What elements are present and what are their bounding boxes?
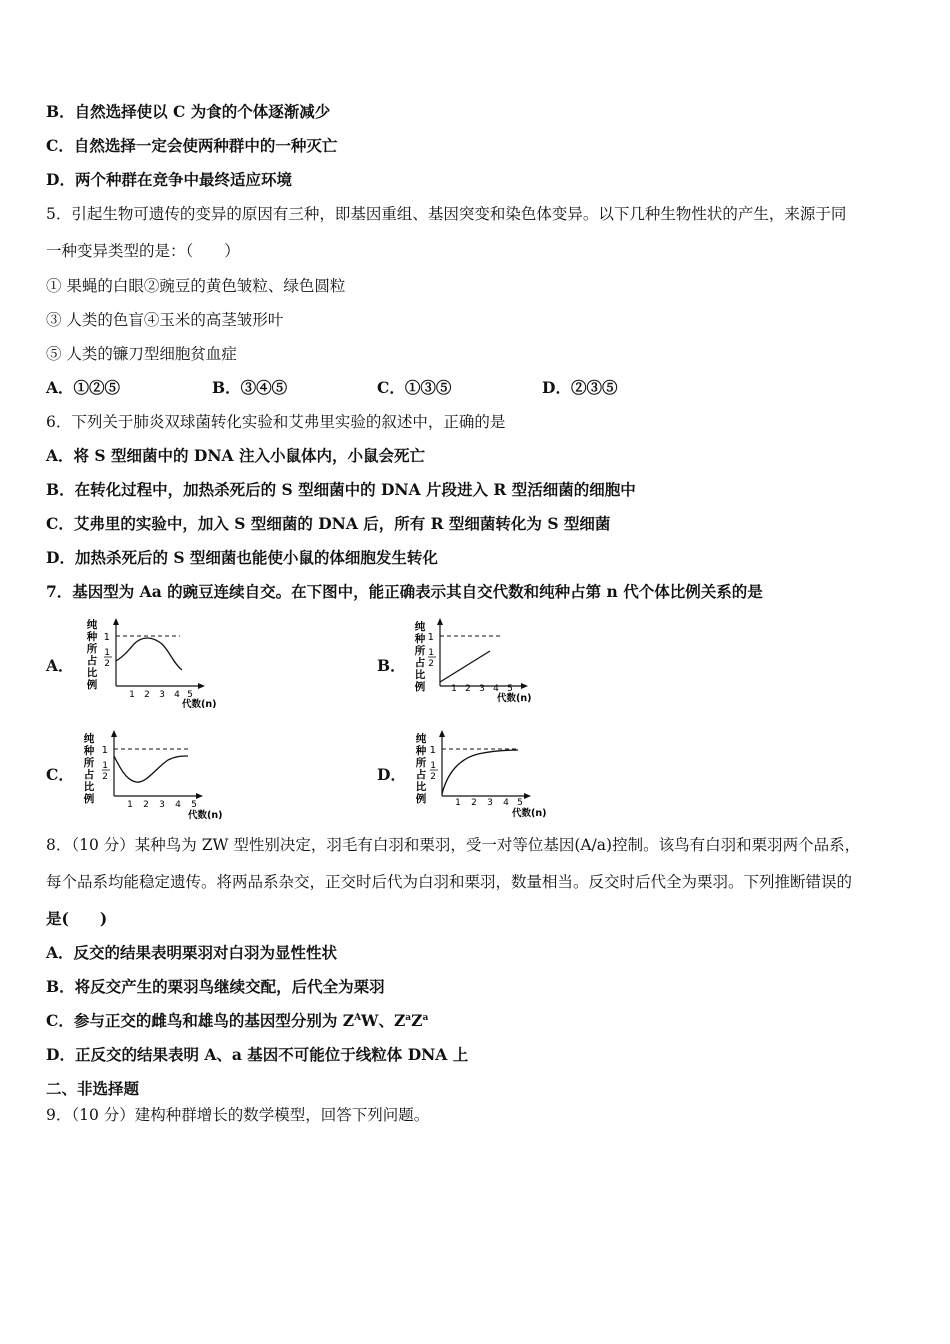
q8-stem-line1: 8．（10 分）某种鸟为 ZW 型性别决定，羽毛有白羽和栗羽，受一对等位基因(A/a)控制。该鸟有白羽和栗羽两个品系， <box>46 836 861 854</box>
q7-graph-a <box>84 616 244 708</box>
q8-option-c-text: C．参与正交的雌鸟和雄鸟的基因型分别为 Z <box>46 1011 355 1030</box>
xtick: 3 <box>479 684 485 694</box>
ylabel-char: 种 <box>86 631 98 643</box>
graph-b-ytick-1: 1 <box>427 632 434 643</box>
graph-c-x-arrow <box>196 793 203 799</box>
q7-graph-a-label: A． <box>46 656 74 675</box>
ylabel-char: 所 <box>83 757 95 769</box>
xtick: 1 <box>451 684 457 694</box>
q6-option-d: D．加热杀死后的 S 型细菌也能使小鼠的体细胞发生转化 <box>46 548 438 567</box>
q5-item-1: ① 果蝇的白眼②豌豆的黄色皱粒、绿色圆粒 <box>46 277 346 295</box>
xtick: 4 <box>493 684 499 694</box>
graph-b-x-arrow <box>521 683 528 689</box>
ylabel-char: 例 <box>414 681 426 693</box>
xtick: 4 <box>503 798 509 808</box>
ylabel-char: 纯 <box>414 621 426 633</box>
q5-stem-line1: 5．引起生物可遗传的变异的原因有三种，即基因重组、基因突变和染色体变异。以下几种生物性状的产生，来源于同 <box>46 205 847 223</box>
q8-stem-line2: 每个品系均能稳定遗传。将两品系杂交，正交时后代为白羽和栗羽，数量相当。反交时后代全为栗羽。下列推断错误的 <box>46 873 853 891</box>
ylabel-char: 纯 <box>83 733 95 745</box>
q6-option-b: B．在转化过程中，加热杀死后的 S 型细菌中的 DNA 片段进入 R 型活细菌的细胞中 <box>46 480 636 499</box>
q7-graph-c <box>80 728 240 822</box>
q6-stem: 6．下列关于肺炎双球菌转化实验和艾弗里实验的叙述中，正确的是 <box>46 413 506 431</box>
q8-option-c-sup: a <box>405 1013 412 1023</box>
xtick: 3 <box>487 798 493 808</box>
q5-item-3: ⑤ 人类的镰刀型细胞贫血症 <box>46 345 237 363</box>
xtick: 5 <box>507 684 513 694</box>
q5-item-2: ③ 人类的色盲④玉米的高茎皱形叶 <box>46 311 284 329</box>
graph-d-xlabel: 代数(n) <box>512 808 547 819</box>
graph-b-xlabel: 代数(n) <box>497 693 532 704</box>
xtick: 2 <box>143 800 149 810</box>
graph-d-ytick-1: 1 <box>429 745 436 756</box>
q5-option-c: C．①③⑤ <box>377 378 452 397</box>
graph-d-y-arrow <box>439 730 445 737</box>
q5-option-a: A．①②⑤ <box>46 378 121 397</box>
q4-option-c: C．自然选择一定会使两种群中的一种灭亡 <box>46 136 338 155</box>
q8-stem-line3: 是( ) <box>46 909 108 928</box>
q7-graph-c-label: C． <box>46 765 74 784</box>
q5-option-d: D．②③⑤ <box>542 378 618 397</box>
ylabel-char: 种 <box>414 633 426 645</box>
graph-c-ytick-1: 1 <box>101 745 108 756</box>
q9-stem: 9．（10 分）建构种群增长的数学模型，回答下列问题。 <box>46 1106 430 1124</box>
q5-options <box>46 378 906 398</box>
graph-a-ytick-half-den: 2 <box>104 659 110 669</box>
xtick: 1 <box>127 800 133 810</box>
q8-option-c <box>46 1011 428 1031</box>
graph-a-ytick-1: 1 <box>103 632 110 643</box>
ylabel-char: 种 <box>83 745 95 757</box>
q7-graph-b-label: B． <box>377 656 406 675</box>
xtick: 2 <box>144 690 150 700</box>
xtick: 2 <box>471 798 477 808</box>
graph-b-ytick-half-num: 1 <box>428 648 434 658</box>
q8-option-c-text: W、Z <box>361 1011 406 1030</box>
xtick: 3 <box>159 800 165 810</box>
ylabel-char: 比 <box>414 669 426 681</box>
ylabel-char: 例 <box>86 679 98 691</box>
graph-c-ytick-half-num: 1 <box>102 761 108 771</box>
q8-option-a: A．反交的结果表明栗羽对白羽为显性性状 <box>46 943 338 962</box>
ylabel-char: 所 <box>415 757 427 769</box>
xtick: 1 <box>129 690 135 700</box>
graph-b-ytick-half-den: 2 <box>428 659 434 669</box>
graph-d-ytick-half-num: 1 <box>430 761 436 771</box>
xtick: 4 <box>174 690 180 700</box>
q6-option-a: A．将 S 型细菌中的 DNA 注入小鼠体内，小鼠会死亡 <box>46 446 425 465</box>
xtick: 5 <box>517 798 523 808</box>
graph-b-line <box>440 651 490 682</box>
q7-stem: 7．基因型为 Aa 的豌豆连续自交。在下图中，能正确表示其自交代数和纯种占第 n 代个体比例关系的是 <box>46 582 763 601</box>
q7-graph-d-label: D． <box>377 765 406 784</box>
graph-c-xlabel: 代数(n) <box>188 810 223 821</box>
xtick: 2 <box>465 684 471 694</box>
q7-graph-b <box>407 616 567 708</box>
q4-option-b: B．自然选择使以 C 为食的个体逐渐减少 <box>46 102 331 121</box>
ylabel-char: 纯 <box>86 619 98 631</box>
xtick: 5 <box>191 800 197 810</box>
graph-d-ytick-half-den: 2 <box>430 772 436 782</box>
ylabel-char: 占 <box>415 769 427 781</box>
graph-b-y-arrow <box>437 618 443 625</box>
xtick: 1 <box>455 798 461 808</box>
graph-d-x-arrow <box>524 793 531 799</box>
ylabel-char: 种 <box>415 745 427 757</box>
xtick: 5 <box>187 690 193 700</box>
graph-a-ytick-half-num: 1 <box>104 648 110 658</box>
graph-c-curve <box>114 756 188 782</box>
graph-a-y-arrow <box>113 618 119 625</box>
ylabel-char: 占 <box>83 769 95 781</box>
q6-option-c: C．艾弗里的实验中，加入 S 型细菌的 DNA 后，所有 R 型细菌转化为 S 型细菌 <box>46 514 611 533</box>
section-2-heading: 二、非选择题 <box>46 1079 140 1098</box>
graph-c-y-arrow <box>111 730 117 737</box>
ylabel-char: 所 <box>86 643 98 655</box>
ylabel-char: 比 <box>83 781 95 793</box>
q8-option-b: B．将反交产生的栗羽鸟继续交配，后代全为栗羽 <box>46 977 385 996</box>
graph-a-ylabel <box>86 618 98 691</box>
ylabel-char: 例 <box>415 793 427 805</box>
q8-option-c-text: Z <box>411 1011 423 1030</box>
q5-stem-line2: 一种变异类型的是：（ ） <box>46 242 240 260</box>
graph-a-curve <box>116 638 182 670</box>
ylabel-char: 比 <box>415 781 427 793</box>
q8-option-c-sup: A <box>354 1013 362 1023</box>
graph-a-x-arrow <box>198 683 205 689</box>
ylabel-char: 纯 <box>415 733 427 745</box>
ylabel-char: 例 <box>83 793 95 805</box>
q4-option-d: D．两个种群在竞争中最终适应环境 <box>46 170 292 189</box>
ylabel-char: 所 <box>414 645 426 657</box>
graph-c-ytick-half-den: 2 <box>102 772 108 782</box>
q7-graph-d <box>408 728 568 822</box>
ylabel-char: 比 <box>86 667 98 679</box>
xtick: 4 <box>175 800 181 810</box>
ylabel-char: 占 <box>414 657 426 669</box>
graph-d-curve <box>442 750 518 794</box>
ylabel-char: 占 <box>86 655 98 667</box>
q5-option-b: B．③④⑤ <box>212 378 288 397</box>
q8-option-c-sup: a <box>422 1013 429 1023</box>
xtick: 3 <box>159 690 165 700</box>
q8-option-d: D．正反交的结果表明 A、a 基因不可能位于线粒体 DNA 上 <box>46 1045 469 1064</box>
graph-a-xlabel: 代数(n) <box>182 699 217 708</box>
